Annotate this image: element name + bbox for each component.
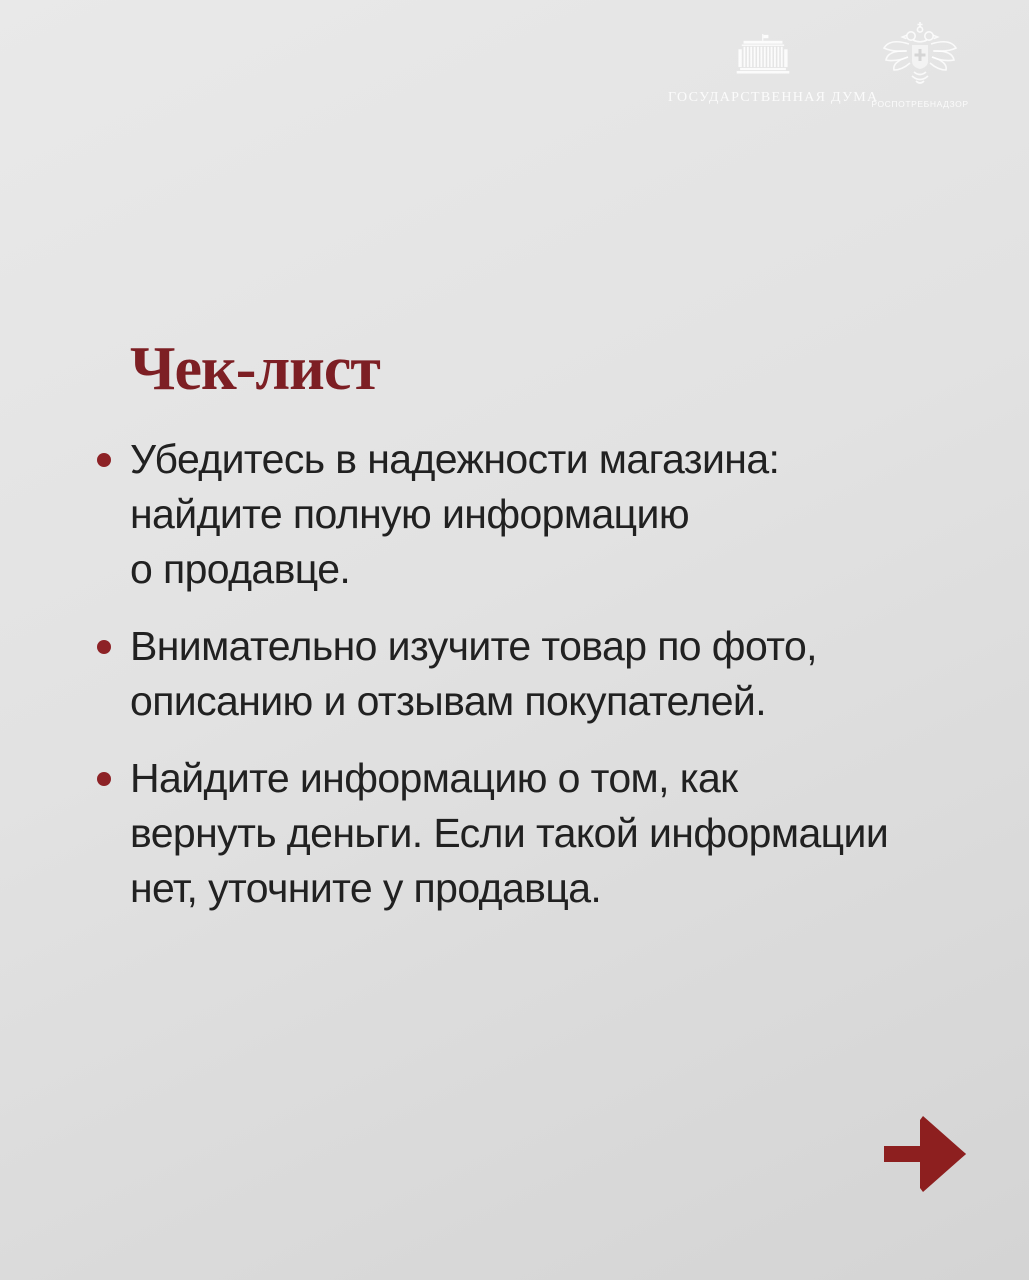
main-content bbox=[97, 336, 977, 938]
bullet-dot-icon bbox=[97, 772, 111, 786]
state-duma-logo bbox=[668, 34, 879, 106]
arrow-right-icon bbox=[884, 1116, 966, 1192]
checklist-item: Убедитесь в надежности магазина: найдите полную информацию о продавце. bbox=[97, 432, 977, 597]
rospotrebnadzor-logo bbox=[868, 20, 972, 109]
next-arrow-button[interactable] bbox=[884, 1116, 966, 1192]
checklist-item: Внимательно изучите товар по фото, описанию и отзывам покупателей. bbox=[97, 619, 977, 729]
checklist-item: Найдите информацию о том, как вернуть деньги. Если такой информации нет, уточните у продавца. bbox=[97, 751, 977, 916]
page-title: Чек-лист bbox=[130, 335, 380, 403]
state-duma-building-icon bbox=[735, 34, 791, 76]
double-headed-eagle-icon bbox=[878, 20, 962, 90]
bullet-dot-icon bbox=[97, 453, 111, 467]
checklist bbox=[97, 432, 977, 916]
bullet-dot-icon bbox=[97, 640, 111, 654]
rospotrebnadzor-label: РОСПОТРЕБНАДЗОР bbox=[871, 99, 969, 109]
state-duma-label: ГОСУДАРСТВЕННАЯ ДУМА bbox=[668, 90, 879, 106]
